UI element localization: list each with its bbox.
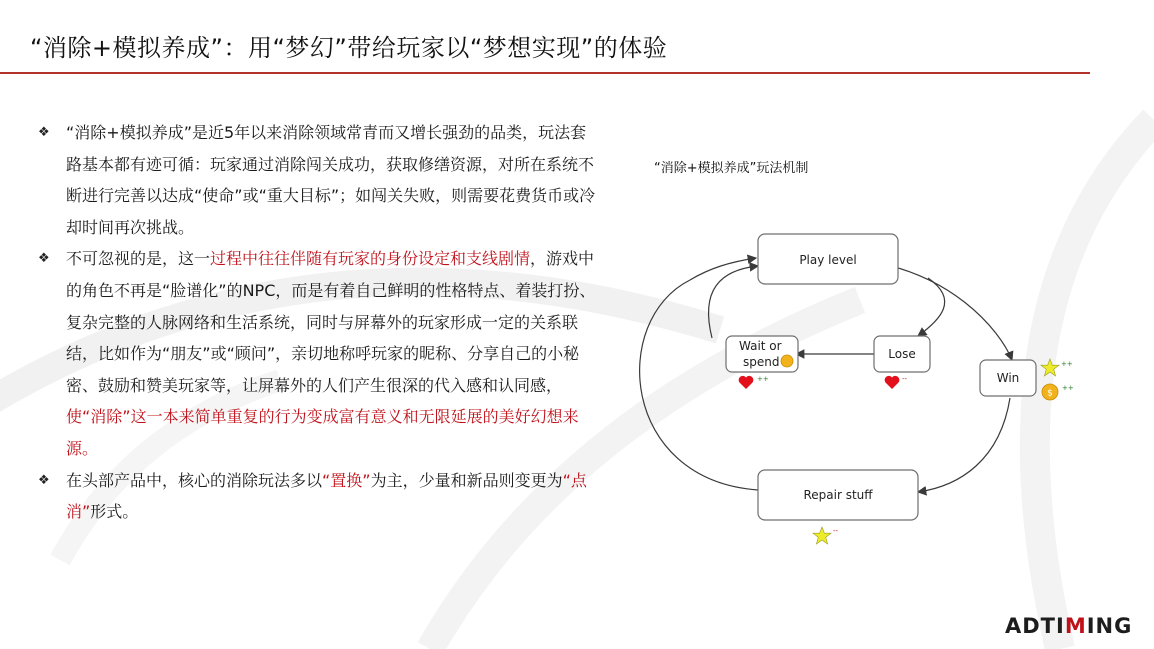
bullet-list xyxy=(38,117,598,528)
node-win-label: Win xyxy=(996,371,1020,385)
node-wait-or-spend xyxy=(726,336,798,372)
body-text: 不可忽视的是，这一 xyxy=(66,249,211,269)
node-lose xyxy=(874,336,930,372)
bullet-marker-icon: ❖ xyxy=(38,125,50,140)
heart-plus-label: ++ xyxy=(757,375,769,383)
coin-icon xyxy=(781,355,793,367)
logo-text-part1: ADTI xyxy=(1005,614,1065,638)
logo-text-part2: ING xyxy=(1086,614,1133,638)
arrow-repair-to-play xyxy=(640,258,758,490)
title-divider xyxy=(0,72,1090,74)
heart-icon xyxy=(739,376,754,389)
node-play-level-label: Play level xyxy=(799,253,857,267)
highlighted-text: “置换” xyxy=(322,470,371,490)
body-text: 形式。 xyxy=(90,502,139,522)
body-text: “消除+模拟养成”是近5年以来消除领域常青而又增长强劲的品类，玩法套路基本都有迹可循：玩家通过消除闯关成功，获取修缮资源，对所在系统不断进行完善以达成“使命”或“重大目标”；如闯关失败，则需要花费货币或冷却时间再次挑战。 xyxy=(66,123,596,237)
highlighted-text: “点消” xyxy=(66,470,587,522)
highlighted-text: 过程中往往伴随有玩家的身份设定和支线剧情 xyxy=(210,249,531,269)
bullet-marker-icon: ❖ xyxy=(38,251,50,267)
node-spend-label: spend xyxy=(743,355,780,369)
bullet-item xyxy=(38,465,598,528)
diagram-arrows xyxy=(640,258,1012,492)
star-icon xyxy=(813,527,831,544)
arrow-win-to-repair xyxy=(918,398,1010,492)
diagram-caption: “消除+模拟养成”玩法机制 xyxy=(654,161,809,176)
coin-plus-label: ++ xyxy=(1062,384,1074,392)
logo-text-accent: M xyxy=(1064,614,1087,638)
gameplay-loop-diagram xyxy=(600,210,1100,560)
node-play-level xyxy=(758,234,898,284)
star-plus-label: ++ xyxy=(1061,360,1073,368)
svg-text:$: $ xyxy=(1047,388,1053,399)
node-repair-stuff-label: Repair stuff xyxy=(803,488,873,502)
star-minus-label: -- xyxy=(833,527,839,535)
body-text: 在头部产品中，核心的消除玩法多以 xyxy=(66,470,323,490)
node-wait-label: Wait or xyxy=(739,339,782,353)
bullet-item xyxy=(38,117,598,243)
node-repair-stuff xyxy=(758,470,918,520)
heart-icon xyxy=(885,376,900,389)
slide-title: “消除+模拟养成”：用“梦幻”带给玩家以“梦想实现”的体验 xyxy=(30,34,668,62)
node-lose-label: Lose xyxy=(888,347,916,361)
coin-icon xyxy=(1042,384,1058,400)
highlighted-text: 使“消除”这一本来简单重复的行为变成富有意义和无限延展的美好幻想来源。 xyxy=(66,407,579,458)
heart-minus-label: -- xyxy=(902,375,908,383)
star-icon xyxy=(1041,359,1059,376)
node-win xyxy=(980,360,1036,396)
arrow-wait-to-play xyxy=(709,266,758,338)
body-text: ，游戏中的角色不再是“脸谱化”的NPC，而是有着自己鲜明的性格特点、着装打扮、复杂完整的人脉网络和生活系统，同时与屏幕外的玩家形成一定的关系联结，比如作为“朋友”或“顾问”，亲切地称呼玩家的昵称、分享自己的小秘密、鼓励和赞美玩家等，让屏幕外的人们产生很深的代入感和认同感， xyxy=(66,249,596,395)
bullet-marker-icon: ❖ xyxy=(38,472,50,488)
bullet-item xyxy=(38,243,598,464)
adtiming-logo xyxy=(1005,614,1132,638)
body-text: 为主，少量和新品则变更为 xyxy=(370,470,563,490)
